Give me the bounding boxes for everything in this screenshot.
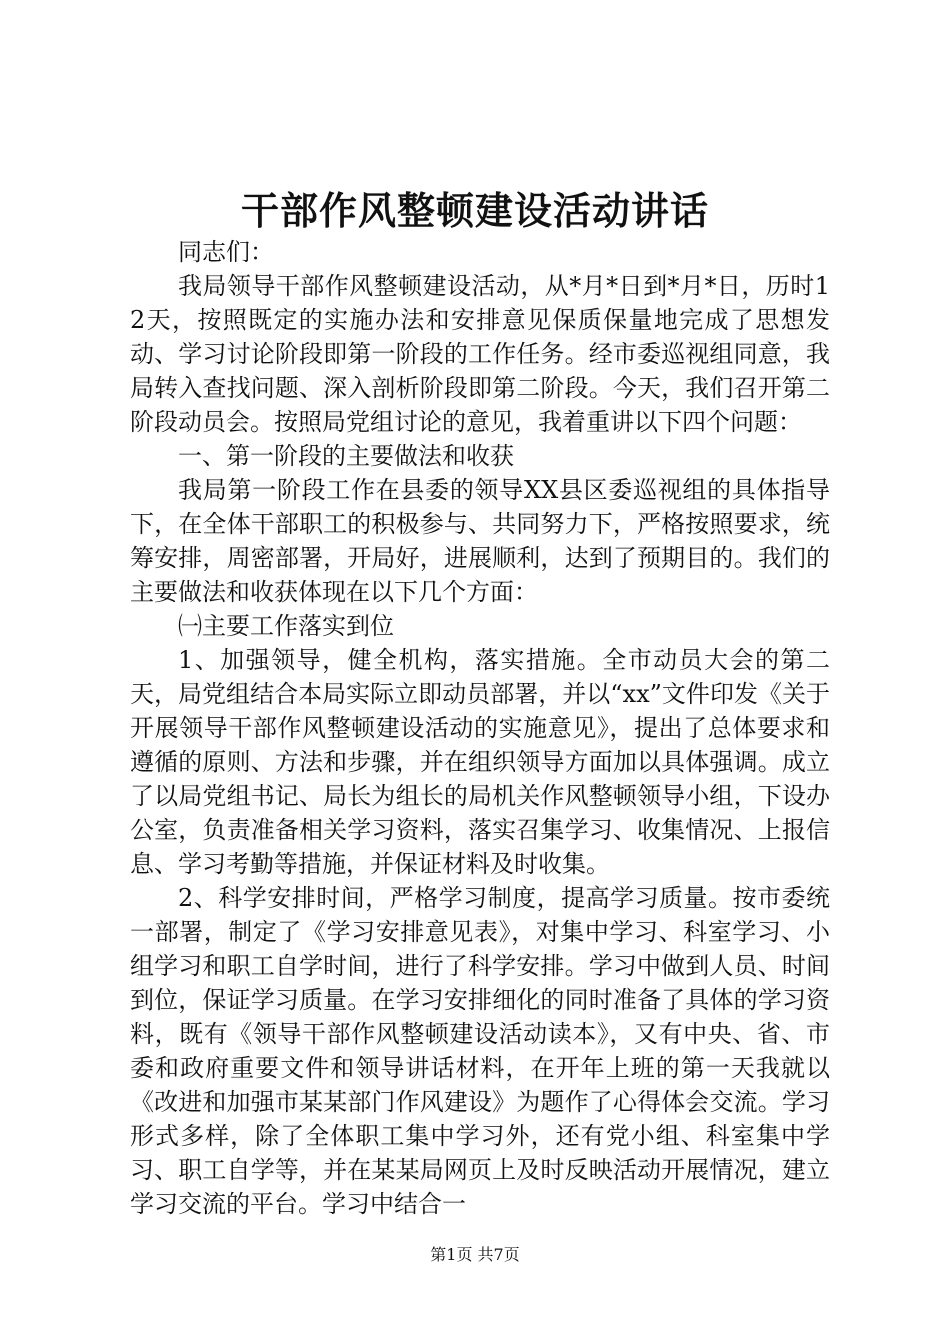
paragraph-section-1: 我局第一阶段工作在县委的领导XX县区委巡视组的具体指导下，在全体干部职工的积极参与、共同努力下，严格按照要求，统筹安排，周密部署，开局好，进展顺利，达到了预期目的。我们的主要做法和收获体现在以下几个方面： [130,476,830,606]
section-heading-1: 一、第一阶段的主要做法和收获 [178,442,514,470]
document-body [130,235,830,1221]
paragraph-intro: 我局领导干部作风整顿建设活动，从*月*日到*月*日，历时12天，按照既定的实施办法和安排意见保质保量地完成了思想发动、学习讨论阶段即第一阶段的工作任务。经市委巡视组同意，我局转入查找问题、深入剖析阶段即第二阶段。今天，我们召开第二阶段动员会。按照局党组讨论的意见，我着重讲以下四个问题： [130,272,830,436]
page-footer: 第1页 共7页 [430,1245,520,1264]
paragraph-item-1: 1、加强领导，健全机构，落实措施。全市动员大会的第二天，局党组结合本局实际立即动员部署，并以“xx”文件印发《关于开展领导干部作风整顿建设活动的实施意见》，提出了总体要求和遵循的原则、方法和步骤，并在组织领导方面加以具体强调。成立了以局党组书记、局长为组长的局机关作风整顿领导小组，下设办公室，负责准备相关学习资料，落实召集学习、收集情况、上报信息、学习考勤等措施，并保证材料及时收集。 [130,646,830,878]
document-title: 干部作风整顿建设活动讲话 [240,188,709,233]
paragraph-item-2: 2、科学安排时间，严格学习制度，提高学习质量。按市委统一部署，制定了《学习安排意见表》，对集中学习、科室学习、小组学习和职工自学时间，进行了科学安排。学习中做到人员、时间到位，保证学习质量。在学习安排细化的同时准备了具体的学习资料，既有《领导干部作风整顿建设活动读本》，又有中央、省、市委和政府重要文件和领导讲话材料，在开年上班的第一天我就以《改进和加强市某某部门作风建设》为题作了心得体会交流。学习形式多样，除了全体职工集中学习外，还有党小组、科室集中学习、职工自学等，并在某某局网页上及时反映活动开展情况，建立学习交流的平台。学习中结合一 [130,884,830,1218]
paragraph-salutation: 同志们： [178,238,274,266]
subsection-heading-1: ㈠主要工作落实到位 [178,612,394,640]
